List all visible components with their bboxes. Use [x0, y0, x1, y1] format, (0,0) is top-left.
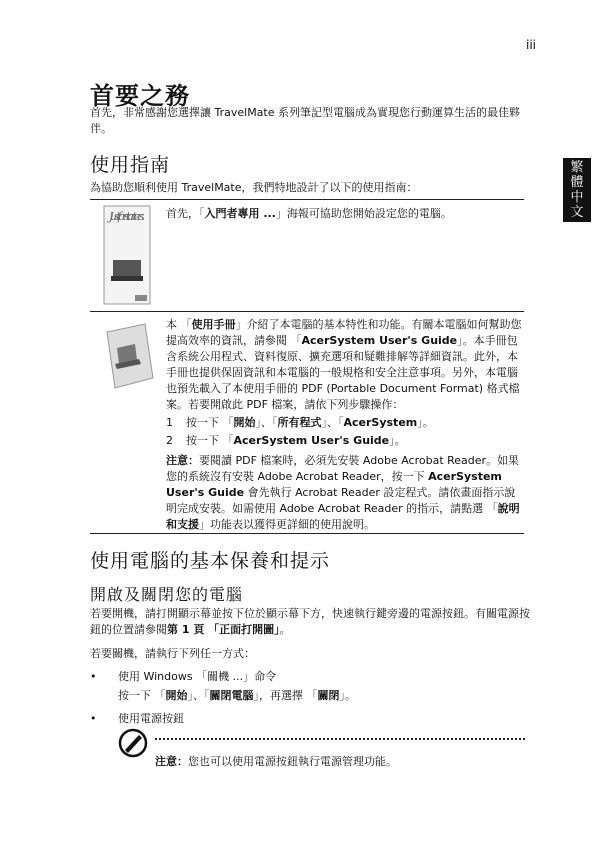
note-pen-icon: [118, 728, 148, 758]
divider-bottom: [90, 533, 524, 534]
page-title: 首要之務: [90, 82, 190, 110]
bullet-icon: •: [90, 670, 97, 683]
guide1-text: 首先，「入門者專用 ...」海報可協助您開始設定您的電腦。: [166, 207, 452, 220]
guide2-paragraph: 本 「使用手冊」介紹了本電腦的基本特性和功能。有關本電腦如何幫助您提高效率的資訊，請參閱 「AcerSystem User's Guide」。本手冊包含系統公用程式、資料復原、擴充選項和疑難排解等詳細資訊。此外，本手冊也提供保固資訊和本電腦的一般規格和安全注意事項。另外，本電腦也預先載入了本使用手冊的 PDF (Portable Document Format) 格式檔案。若要開啟此 PDF 檔案，請依下列步驟操作：: [166, 318, 522, 411]
user-guide-image: [105, 322, 155, 390]
divider-mid: [90, 311, 524, 312]
intro-paragraph: 首先，非常感謝您選擇讓 TravelMate 系列筆記型電腦成為實現您行動運算生活的最佳夥伴。: [90, 106, 521, 135]
guides-intro: 為協助您順利使用 TravelMate，我們特地設計了以下的使用指南：: [90, 181, 418, 194]
page-number: iii: [525, 38, 536, 52]
guide2-text: [166, 317, 526, 533]
care-heading: 使用電腦的基本保養和提示: [90, 550, 331, 572]
starter-poster-image: [103, 205, 151, 305]
note-divider: [155, 738, 525, 740]
power-subheading: 開啟及關閉您的電腦: [90, 585, 244, 604]
power-note: 注意：您也可以使用電源按鈕執行電源管理功能。: [155, 755, 397, 768]
power-on-paragraph: 若要開機，請打開顯示幕並按下位於顯示幕下方，快速執行鍵旁邊的電源按鈕。有關電源按鈕的位置請參閱第 1 頁 「正面打開圖」。: [90, 607, 530, 636]
poster-cover-text: Just for starters...: [109, 210, 145, 223]
divider-top: [90, 199, 524, 200]
shutdown-steps: 按一下 「開始」、「關閉電腦」，再選擇 「關閉」。: [118, 689, 356, 702]
bullet-icon: •: [90, 712, 97, 725]
step-2: 2 按一下 「AcerSystem User's Guide」。: [166, 434, 406, 447]
power-off-intro: 若要關機，請執行下列任一方式：: [90, 647, 255, 660]
language-tab: [563, 158, 591, 222]
pdf-note: 注意：要閱讀 PDF 檔案時，必須先安裝 Adobe Acrobat Reader。如果您的系統沒有安裝 Adobe Acrobat Reader，按一下 AcerSystem User's Guide 會先執行 Acrobat Reader 設定程式。請依畫面指示說明完成安裝。如需使用 Adobe Acrobat Reader 的指示，請點選 「說明和支援」功能表以獲得更詳細的使用說明。: [166, 454, 520, 531]
bullet-power-button: • 使用電源按鈕: [90, 712, 184, 725]
guides-heading: 使用指南: [90, 154, 171, 176]
bullet-windows-shutdown: • 使用 Windows 「關機 ...」命令: [90, 670, 277, 683]
step-1: 1 按一下 「開始」、「所有程式」、「AcerSystem」。: [166, 416, 434, 429]
language-tab-label: 繁體中文: [570, 160, 584, 220]
